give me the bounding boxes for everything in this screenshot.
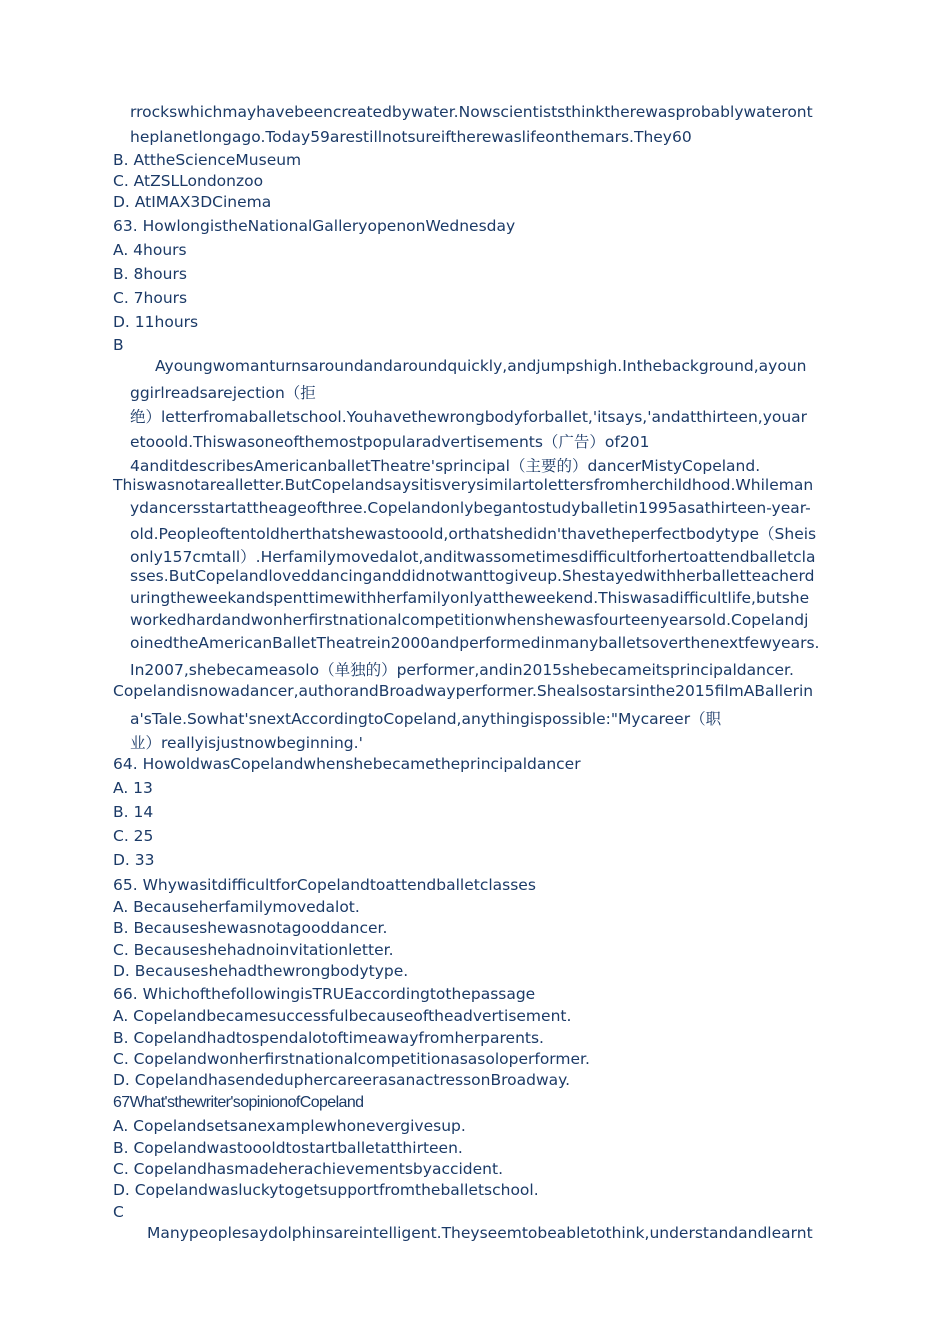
- q65-option-d: D. Becauseshehadthewrongbodytype.: [113, 962, 409, 980]
- passage-b-line: workedhardandwonherfirstnationalcompetitionwhenshewasfourteenyearsold.Copelandj: [130, 611, 809, 629]
- passage-b-line: oinedtheAmericanBalletTheatrein2000andperformedinmanyballetsoverthenextfewyears.: [130, 634, 820, 652]
- q63-option-a: A. 4hours: [113, 241, 187, 259]
- passage-b-line: 4anditdescribesAmericanballetTheatre'sprincipal（主要的）dancerMistyCopeland.: [130, 457, 761, 475]
- passage-a-line: rrockswhichmayhavebeencreatedbywater.Nowscientiststhinktherewasprobablywateront: [130, 103, 813, 121]
- q63-option-b: B. 8hours: [113, 265, 187, 283]
- passage-b-line: only157cmtall）.Herfamilymovedalot,anditwassometimesdifficultforhertoattendballetcla: [130, 548, 816, 566]
- passage-b-line: sses.ButCopelandloveddancinganddidnotwanttogiveup.Shestayedwithherballetteacherd: [130, 567, 815, 585]
- passage-a-line: heplanetlongago.Today59arestillnotsureiftherewaslifeonthemars.They60: [130, 128, 692, 146]
- q65-option-a: A. Becauseherfamilymovedalot.: [113, 898, 360, 916]
- q67-option-c: C. Copelandhasmadeherachievementsbyaccident.: [113, 1160, 503, 1178]
- q66-option-a: A. Copelandbecamesuccessfulbecauseoftheadvertisement.: [113, 1007, 572, 1025]
- section-c-label: C: [113, 1203, 124, 1221]
- q62-option-d: D. AtIMAX3DCinema: [113, 193, 272, 211]
- q63-option-c: C. 7hours: [113, 289, 188, 307]
- passage-b-line: Ayoungwomanturnsaroundandaroundquickly,andjumpshigh.Inthebackground,ayoun: [155, 357, 807, 375]
- q64-question: 64. HowoldwasCopelandwhenshebecametheprincipaldancer: [113, 755, 581, 773]
- passage-b-line: Copelandisnowadancer,authorandBroadwayperformer.Shealsostarsinthe2015filmABallerin: [113, 682, 814, 700]
- passage-b-line: Thiswasnotarealletter.ButCopelandsaysitisverysimilartolettersfromherchildhood.Whileman: [113, 476, 814, 494]
- q64-option-c: C. 25: [113, 827, 154, 845]
- passage-b-line: 业）reallyisjustnowbeginning.': [130, 734, 363, 752]
- q66-option-b: B. Copelandhadtospendalotoftimeawayfromherparents.: [113, 1029, 544, 1047]
- q64-option-b: B. 14: [113, 803, 154, 821]
- passage-b-line: ydancersstartattheageofthree.Copelandonlybegantostudyballetin1995asathirteen-year-: [130, 499, 811, 517]
- q64-option-a: A. 13: [113, 779, 153, 797]
- q65-option-b: B. Becauseshewasnotagooddancer.: [113, 919, 388, 937]
- passage-b-line: ggirlreadsarejection（拒: [130, 384, 316, 402]
- passage-b-line: etoool​d.Thiswasoneofthemostpopularadvertisements（广告）of201: [130, 433, 650, 451]
- q66-option-c: C. Copelandwonherfirstnationalcompetitionasasoloperformer.: [113, 1050, 590, 1068]
- q67-option-d: D. Copelandwasluckytogetsupportfromtheballetschool.: [113, 1181, 539, 1199]
- q67-question: 67What'sthewriter'sopinionofCopeland: [113, 1094, 364, 1111]
- passage-b-line: old.Peopleoftentoldherthatshewastooold,orthatshedidn'thavetheperfectbodytype（Sheis: [130, 525, 817, 543]
- q65-question: 65. WhywasitdifficultforCopelandtoattendballetclasses: [113, 876, 536, 894]
- q62-option-b: B. AttheScienceMuseum: [113, 151, 302, 169]
- passage-b-line: In2007,shebecameasolo（单独的）performer,andin2015shebecameitsprincipaldancer.: [130, 661, 794, 679]
- q66-question: 66. WhichofthefollowingisTRUEaccordingtothepassage: [113, 985, 536, 1003]
- q63-option-d: D. 11hours: [113, 313, 199, 331]
- q63-question: 63. HowlongistheNationalGalleryopenonWednesday: [113, 217, 516, 235]
- q64-option-d: D. 33: [113, 851, 155, 869]
- passage-b-line: uringtheweekandspenttimewithherfamilyonlyattheweekend.Thiswasadifficultlife,butshe: [130, 589, 810, 607]
- q67-option-a: A. Copelandsetsanexamplewhonevergivesup.: [113, 1117, 466, 1135]
- passage-b-line: 绝）letterfromaballetschool.Youhavethewrongbodyforballet,'itsays,'andatthirteen,youar: [130, 408, 808, 426]
- q67-option-b: B. Copelandwastoooldtostartballetatthirteen.: [113, 1139, 463, 1157]
- q66-option-d: D. CopelandhasendeduphercareerasanactressonBroadway.: [113, 1071, 571, 1089]
- q65-option-c: C. Becauseshehadnoinvitationletter.: [113, 941, 394, 959]
- section-b-label: B: [113, 336, 124, 354]
- passage-b-line: a'sTale.Sowhat'snextAccordingtoCopeland,anythingispossible:"Mycareer（职: [130, 710, 722, 728]
- passage-c-line: Manypeoplesaydolphinsareintelligent.Theyseemtobeabletothink,understandandlearnt: [147, 1224, 813, 1242]
- q62-option-c: C. AtZSLLondonzoo: [113, 172, 264, 190]
